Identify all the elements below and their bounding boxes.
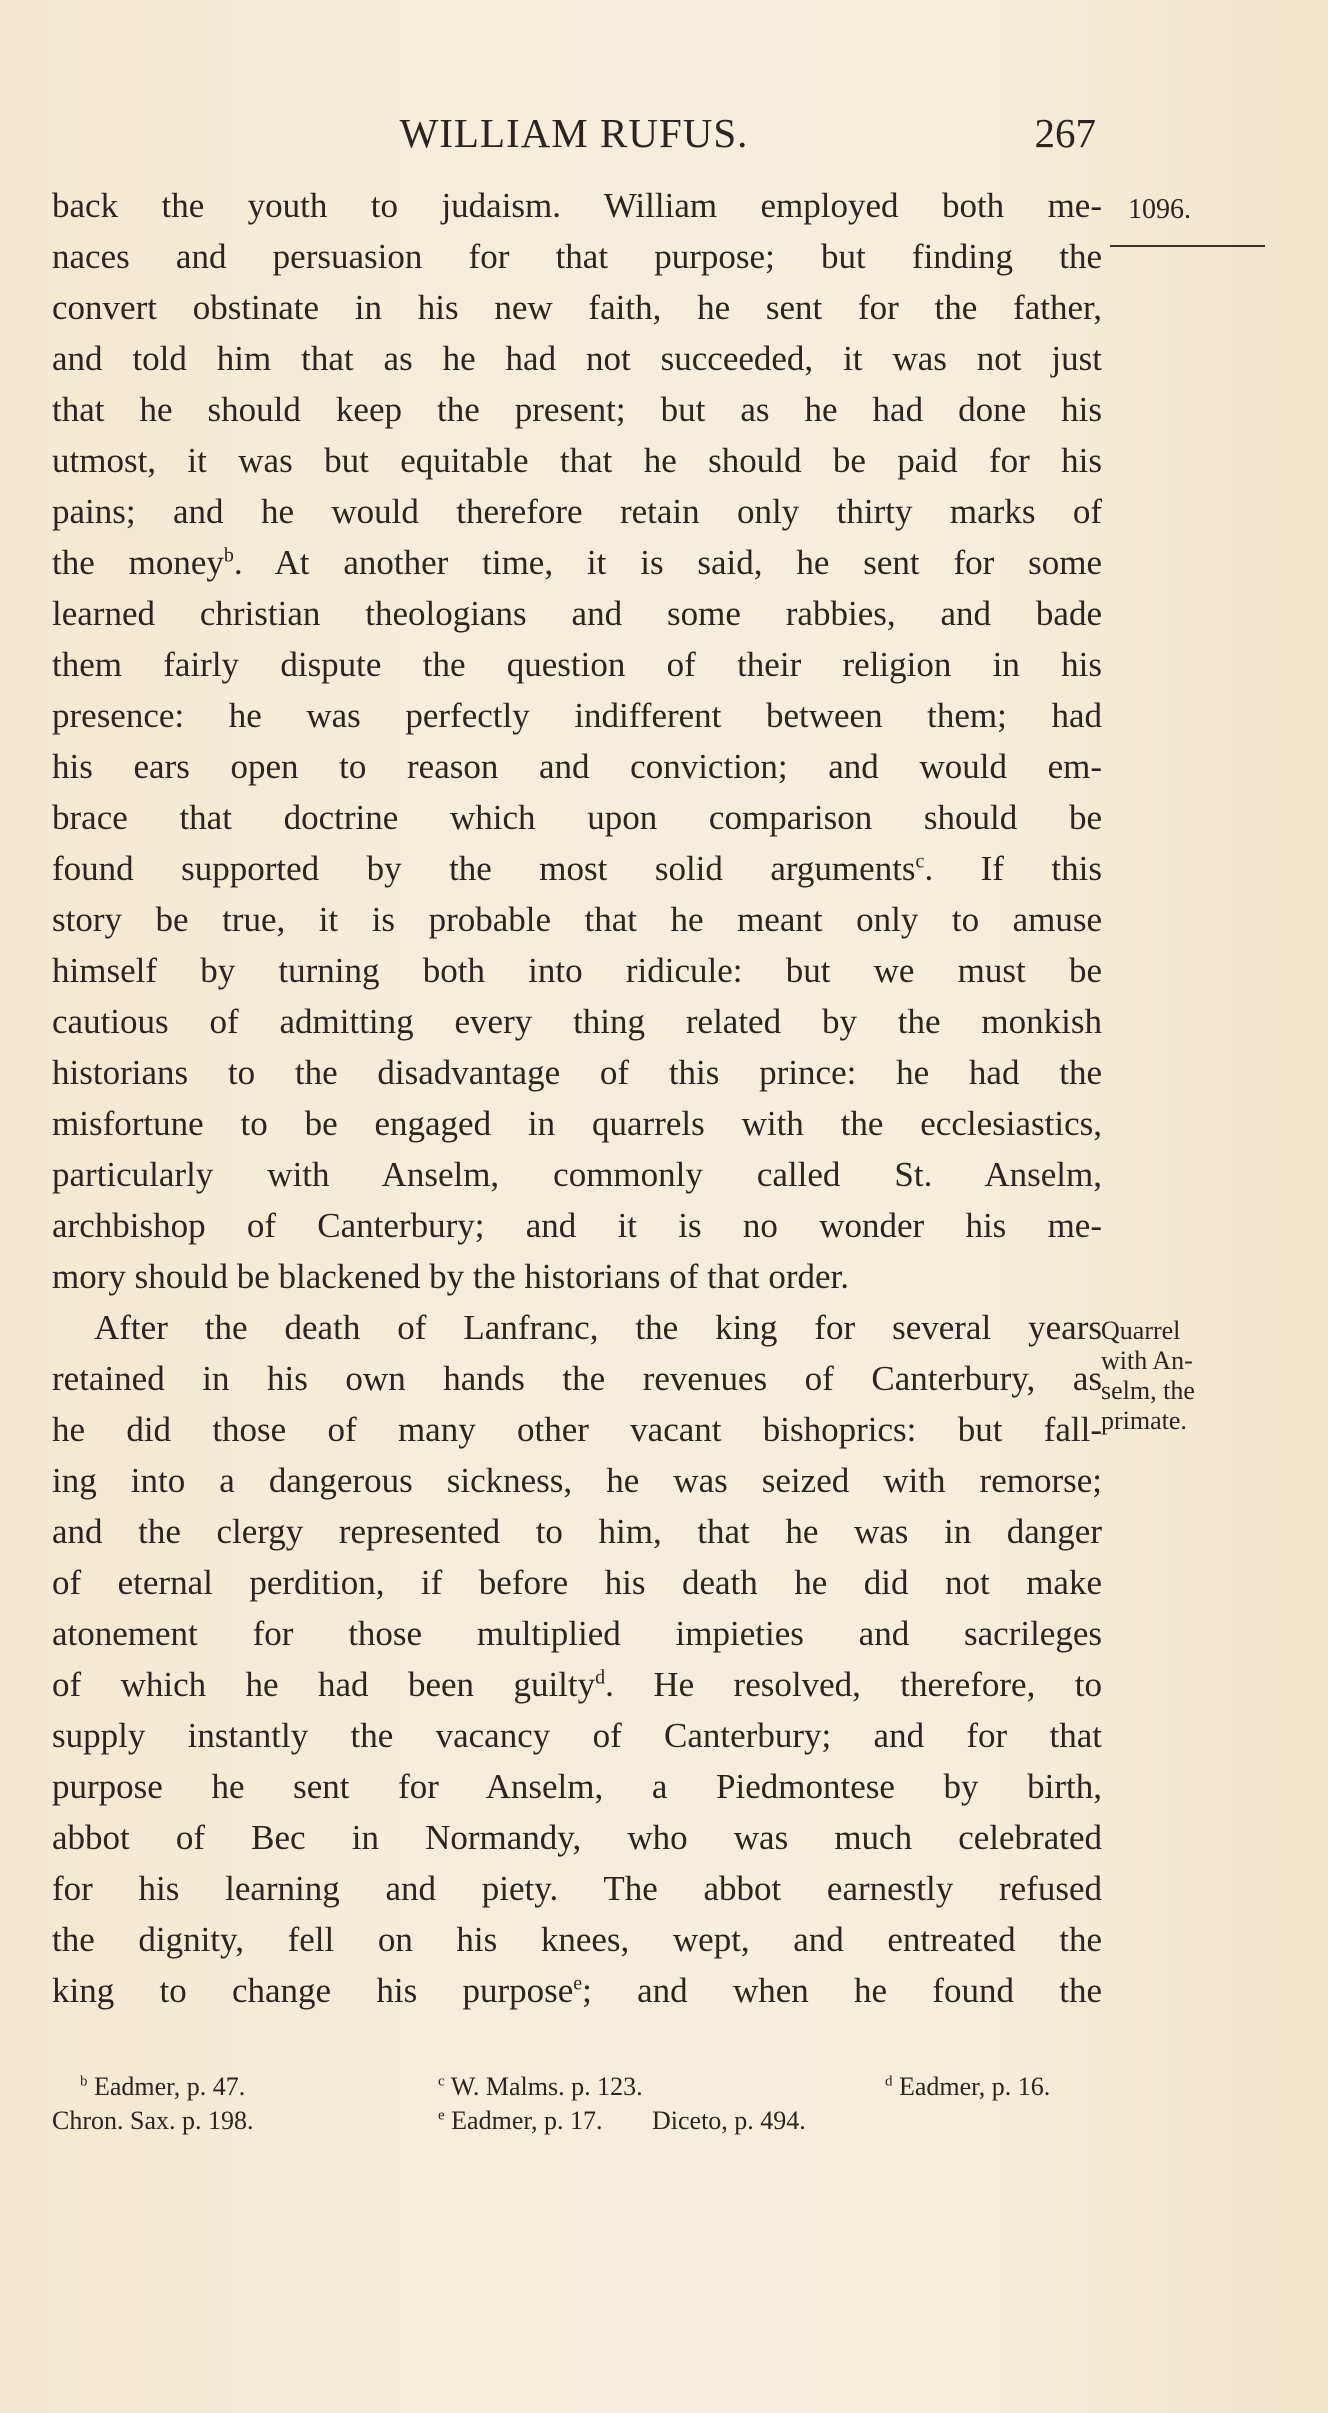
page-number: 267 xyxy=(1034,110,1096,156)
running-head xyxy=(52,108,1096,158)
footnote-c xyxy=(438,2070,643,2103)
margin-rule xyxy=(1110,245,1265,247)
text-segment: king to change his purpose xyxy=(52,1971,574,2010)
footnote-e-continued: Diceto, p. 494. xyxy=(652,2106,806,2135)
text-line: presence: he was perfectly indifferent between them; had xyxy=(52,696,1102,735)
text-line: particularly with Anselm, commonly called St. Anselm, xyxy=(52,1155,1102,1194)
footnote-mark: b xyxy=(80,2073,88,2090)
text-line: learned christian theologians and some rabbies, and bade xyxy=(52,594,1102,633)
text-line: atonement for those multiplied impieties and sacrileges xyxy=(52,1614,1102,1653)
footnote-b-continued: Chron. Sax. p. 198. xyxy=(52,2106,254,2135)
running-title: WILLIAM RUFUS. xyxy=(399,110,749,156)
text-line: After the death of Lanfranc, the king for several years xyxy=(94,1308,1102,1347)
text-line: that he should keep the present; but as he had done his xyxy=(52,390,1102,429)
footnote-row xyxy=(52,2104,1112,2138)
footnote-mark: c xyxy=(438,2073,445,2090)
text-line: story be true, it is probable that he meant only to amuse xyxy=(52,900,1102,939)
text-line: historians to the disadvantage of this prince: he had the xyxy=(52,1053,1102,1092)
text-line: and told him that as he had not succeeded, it was not just xyxy=(52,339,1102,378)
note-mark: b xyxy=(223,544,234,567)
text-segment: . He resolved, therefore, to xyxy=(605,1665,1102,1704)
text-segment: . If this xyxy=(924,849,1102,888)
text-line: naces and persuasion for that purpose; but finding the xyxy=(52,237,1102,276)
footnotes xyxy=(52,2070,1112,2138)
text-line: himself by turning both into ridicule: but we must be xyxy=(52,951,1102,990)
sidenote-line: with An- xyxy=(1101,1346,1193,1375)
text-line xyxy=(52,1965,1102,2016)
text-line: convert obstinate in his new faith, he sent for the father, xyxy=(52,288,1102,327)
text-line: purpose he sent for Anselm, a Piedmontese by birth, xyxy=(52,1767,1102,1806)
text-line: archbishop of Canterbury; and it is no wonder his me- xyxy=(52,1206,1102,1245)
text-line: misfortune to be engaged in quarrels with the ecclesiastics, xyxy=(52,1104,1102,1143)
text-line: for his learning and piety. The abbot earnestly refused xyxy=(52,1869,1102,1908)
note-mark: c xyxy=(915,850,925,873)
note-mark: d xyxy=(595,1666,606,1689)
footnote-text: Eadmer, p. 47. xyxy=(94,2072,246,2101)
footnote-text: Eadmer, p. 16. xyxy=(899,2072,1051,2101)
text-line xyxy=(52,843,1102,894)
footnote-b xyxy=(80,2070,245,2103)
text-line: he did those of many other vacant bishoprics: but fall- xyxy=(52,1410,1102,1449)
text-line: abbot of Bec in Normandy, who was much celebrated xyxy=(52,1818,1102,1857)
text-line: them fairly dispute the question of their religion in his xyxy=(52,645,1102,684)
text-line: retained in his own hands the revenues of Canterbury, as xyxy=(52,1359,1102,1398)
footnote-text: W. Malms. p. 123. xyxy=(450,2072,643,2101)
text-line: cautious of admitting every thing related by the monkish xyxy=(52,1002,1102,1041)
footnote-mark: e xyxy=(438,2107,445,2124)
sidenote-line: Quarrel xyxy=(1101,1316,1181,1345)
footnote-d xyxy=(885,2070,1050,2103)
text-segment: the money xyxy=(52,543,224,582)
margin-year: 1096. xyxy=(1128,194,1191,225)
text-line: ing into a dangerous sickness, he was seized with remorse; xyxy=(52,1461,1102,1500)
text-line: of eternal perdition, if before his death he did not make xyxy=(52,1563,1102,1602)
body-text xyxy=(52,180,1102,2016)
text-line: supply instantly the vacancy of Canterbury; and for that xyxy=(52,1716,1102,1755)
text-line: utmost, it was but equitable that he should be paid for his xyxy=(52,441,1102,480)
text-line: brace that doctrine which upon comparison should be xyxy=(52,798,1102,837)
text-segment: found supported by the most solid arguments xyxy=(52,849,916,888)
text-segment: ; and when he found the xyxy=(582,1971,1102,2010)
text-line: back the youth to judaism. William employed both me- xyxy=(52,186,1102,225)
text-segment: . At another time, it is said, he sent for some xyxy=(233,543,1102,582)
footnote-mark: d xyxy=(885,2073,893,2090)
text-line: his ears open to reason and conviction; and would em- xyxy=(52,747,1102,786)
text-line xyxy=(52,537,1102,588)
text-line xyxy=(52,1659,1102,1710)
text-segment: of which he had been guilty xyxy=(52,1665,596,1704)
footnote-text: Eadmer, p. 17. xyxy=(451,2106,603,2135)
sidenote-line: primate. xyxy=(1101,1406,1187,1435)
note-mark: e xyxy=(573,1972,583,1995)
text-line: the dignity, fell on his knees, wept, and entreated the xyxy=(52,1920,1102,1959)
footnote-row xyxy=(52,2070,1112,2104)
text-line: and the clergy represented to him, that he was in danger xyxy=(52,1512,1102,1551)
sidenote-line: selm, the xyxy=(1101,1376,1195,1405)
footnote-e xyxy=(438,2104,602,2137)
text-line: pains; and he would therefore retain only thirty marks of xyxy=(52,492,1102,531)
text-line: mory should be blackened by the historians of that order. xyxy=(52,1257,850,1296)
marginal-sidenote xyxy=(1101,1316,1266,1436)
